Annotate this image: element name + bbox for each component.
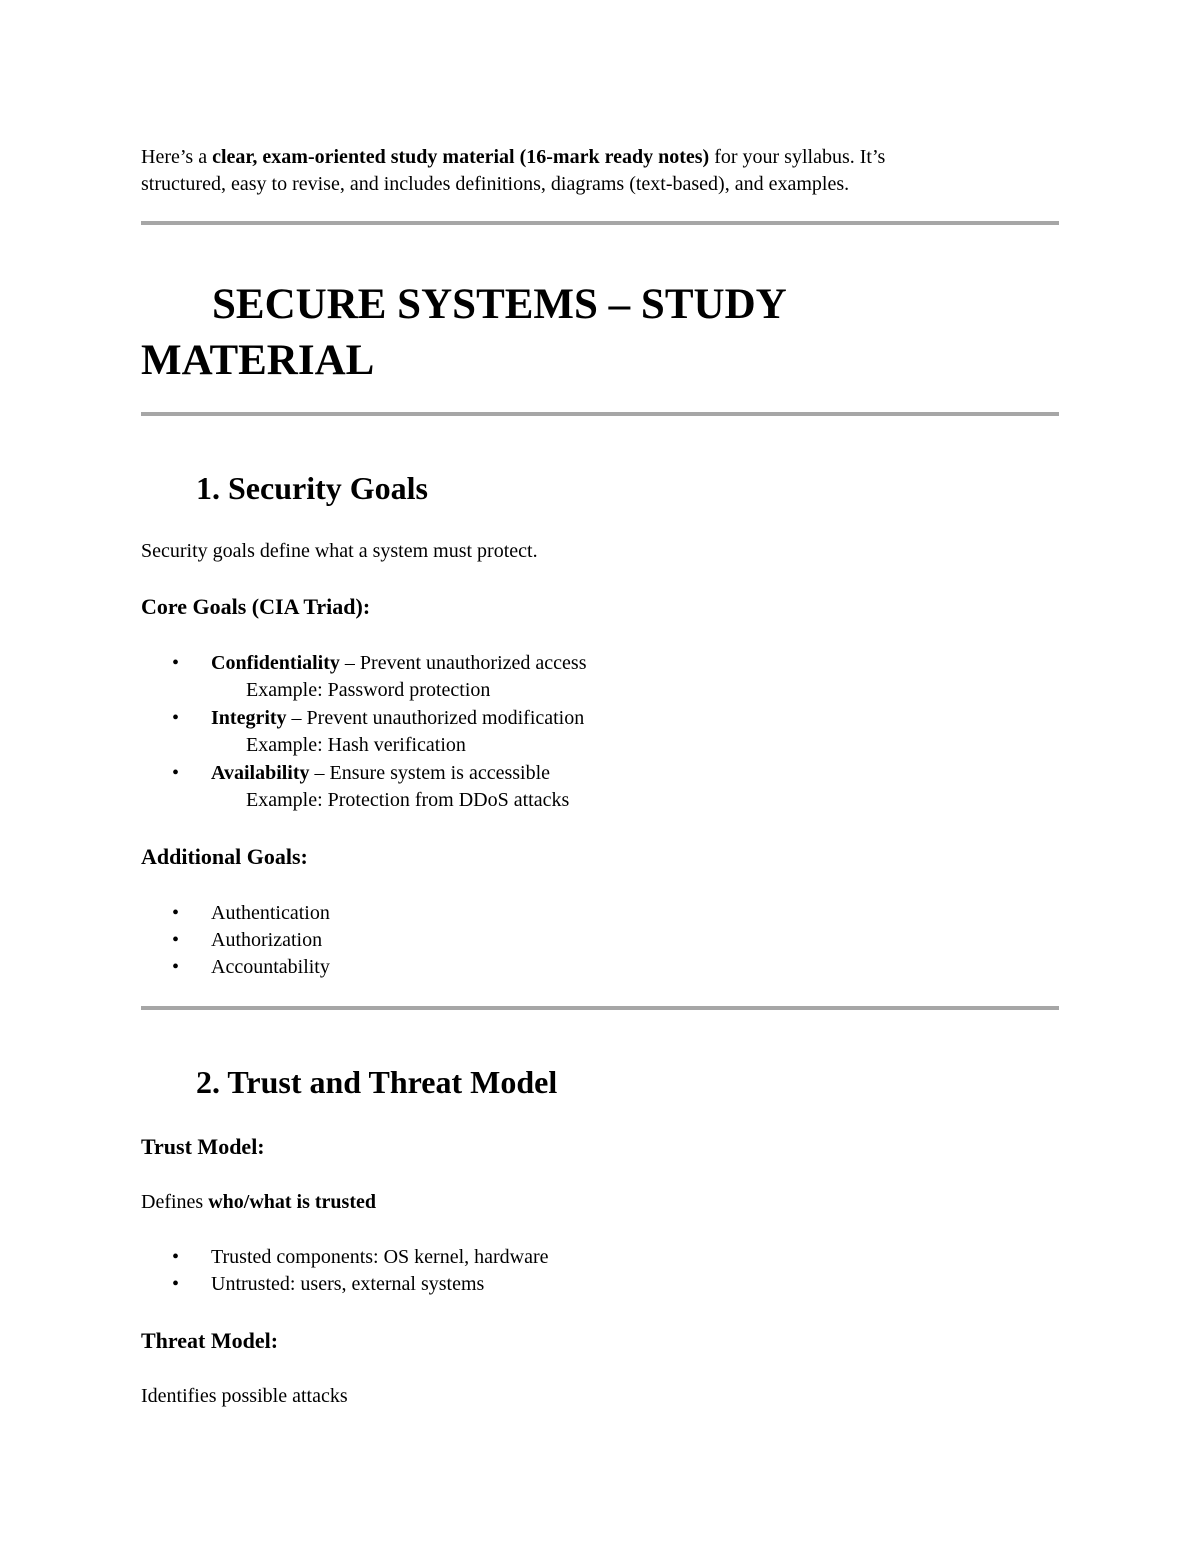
document-title-line-2: MATERIAL (141, 337, 375, 384)
horizontal-rule (141, 412, 1059, 416)
core-goals-heading: Core Goals (CIA Triad): (141, 594, 371, 619)
additional-goals-heading: Additional Goals: (141, 844, 308, 869)
list-item-text: Confidentiality – Prevent unauthorized access (211, 652, 587, 674)
security-goals-definition: Security goals define what a system must protect. (141, 540, 538, 562)
threat-model-definition: Identifies possible attacks (141, 1385, 348, 1407)
list-item-text: Untrusted: users, external systems (211, 1273, 485, 1295)
bullet-icon: • (172, 929, 180, 951)
section-heading-trust-threat-model: 2. Trust and Threat Model (196, 1064, 558, 1100)
list-item-example: Example: Hash verification (246, 734, 466, 756)
list-item-text: Accountability (211, 956, 330, 978)
bullet-icon: • (172, 762, 180, 784)
intro-line-2: structured, easy to revise, and includes definitions, diagrams (text-based), and examples. (141, 173, 850, 195)
document-title-line-1: SECURE SYSTEMS – STUDY (212, 281, 787, 328)
bullet-icon: • (172, 652, 180, 674)
list-item-text: Integrity – Prevent unauthorized modification (211, 707, 585, 729)
bullet-icon: • (172, 956, 180, 978)
bullet-icon: • (172, 902, 180, 924)
list-item-example: Example: Password protection (246, 679, 491, 701)
bullet-icon: • (172, 707, 180, 729)
trust-model-heading: Trust Model: (141, 1134, 265, 1159)
horizontal-rule (141, 221, 1059, 225)
horizontal-rule (141, 1006, 1059, 1010)
list-item-text: Trusted components: OS kernel, hardware (211, 1246, 549, 1268)
trust-model-definition: Defines who/what is trusted (141, 1191, 376, 1213)
intro-line-1: Here’s a clear, exam-oriented study material (16-mark ready notes) for your syllabus. It’s (141, 146, 886, 168)
section-heading-security-goals: 1. Security Goals (196, 470, 428, 506)
list-item-text: Availability – Ensure system is accessible (211, 762, 551, 784)
list-item-text: Authentication (211, 902, 330, 924)
list-item-example: Example: Protection from DDoS attacks (246, 789, 570, 811)
threat-model-heading: Threat Model: (141, 1328, 279, 1353)
list-item-text: Authorization (211, 929, 323, 951)
bullet-icon: • (172, 1246, 180, 1268)
bullet-icon: • (172, 1273, 180, 1295)
